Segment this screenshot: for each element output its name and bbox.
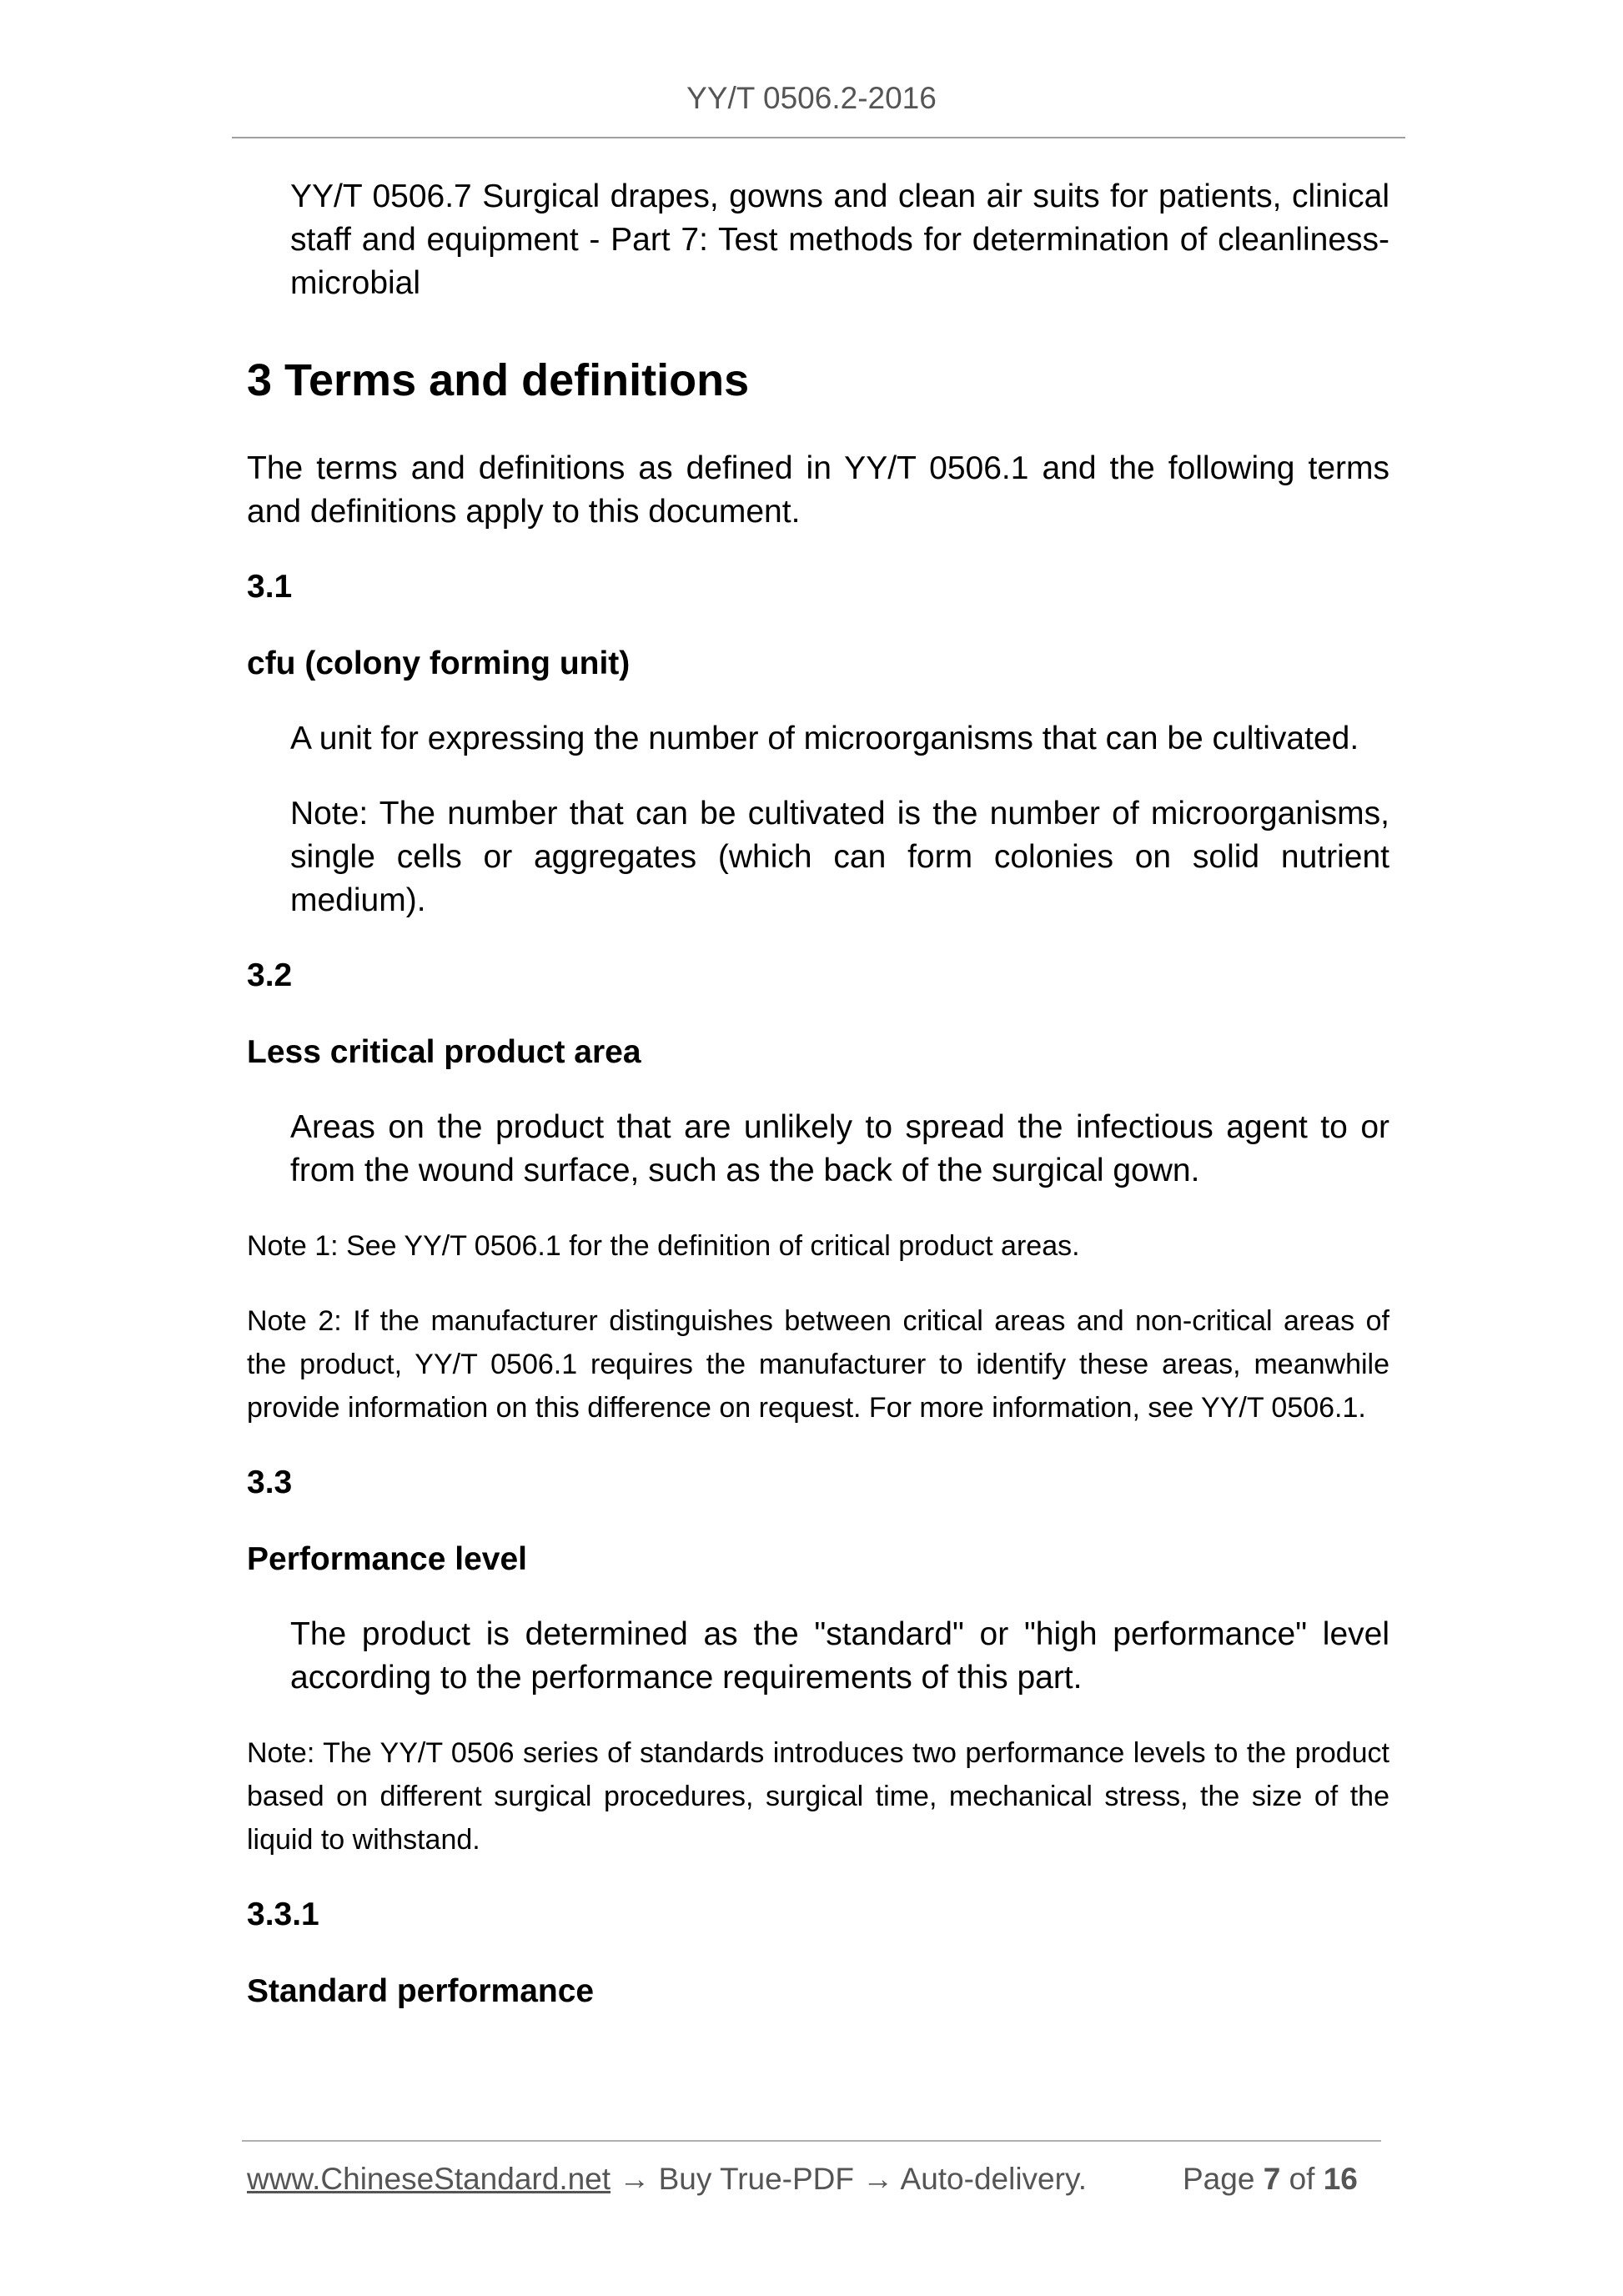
section-intro: The terms and definitions as defined in YY/T 0506.1 and the following terms and definitions apply to this document. [247,450,1389,530]
term-heading: Standard performance [247,1973,595,2009]
document-code-header: YY/T 0506.2-2016 [686,81,937,115]
term-definition: The product is determined as the "standard" or "high performance" level according to the performance requirements of this part. [290,1616,1389,1696]
of-label: of [1289,2162,1315,2196]
reference-item: YY/T 0506.7 Surgical drapes, gowns and clean air suits for patients, clinical staff and equipment - Part 7: Test methods for determination of cleanliness-microbial [290,178,1389,301]
clause-number: 3.2 [247,957,293,993]
term-note: Note 1: See YY/T 0506.1 for the definition of critical product areas. [247,1230,1080,1262]
term-heading: Less critical product area [247,1034,641,1070]
term-heading: Performance level [247,1541,528,1577]
clause-number: 3.3 [247,1465,293,1500]
footer-divider [242,2140,1381,2142]
term-heading: cfu (colony forming unit) [247,646,631,681]
section-heading: 3 Terms and definitions [247,355,750,405]
footer-promo [247,2162,1087,2197]
term-note: Note 2: If the manufacturer distinguishes between critical areas and non-critical areas of the product, YY/T 0506.1 requires the manufacturer to identify these areas, meanwhile provide information on this difference on request. For more information, see YY/T 0506.1. [247,1305,1389,1424]
term-definition: Areas on the product that are unlikely to spread the infectious agent to or from the wound surface, such as the back of the surgical gown. [290,1109,1389,1188]
footer-promo-text: → Buy True-PDF → Auto-delivery. [611,2162,1087,2196]
clause-number: 3.3.1 [247,1897,319,1932]
document-body [247,175,1389,2013]
term-definition: A unit for expressing the number of microorganisms that can be cultivated. [290,721,1359,756]
term-note: Note: The YY/T 0506 series of standards introduces two performance levels to the product based on different surgical procedures, surgical time, mechanical stress, the size of the liquid to withstand. [247,1737,1389,1856]
page-indicator [1183,2162,1358,2197]
current-page-number: 7 [1263,2162,1281,2196]
page-label: Page [1183,2162,1255,2196]
term-note: Note: The number that can be cultivated is the number of microorganisms, single cells or aggregates (which can form colonies on solid nutrient medium). [290,796,1389,918]
total-pages-number: 16 [1323,2162,1358,2196]
header-divider [232,137,1405,138]
clause-number: 3.1 [247,569,293,605]
website-link[interactable]: www.ChineseStandard.net [247,2162,611,2196]
